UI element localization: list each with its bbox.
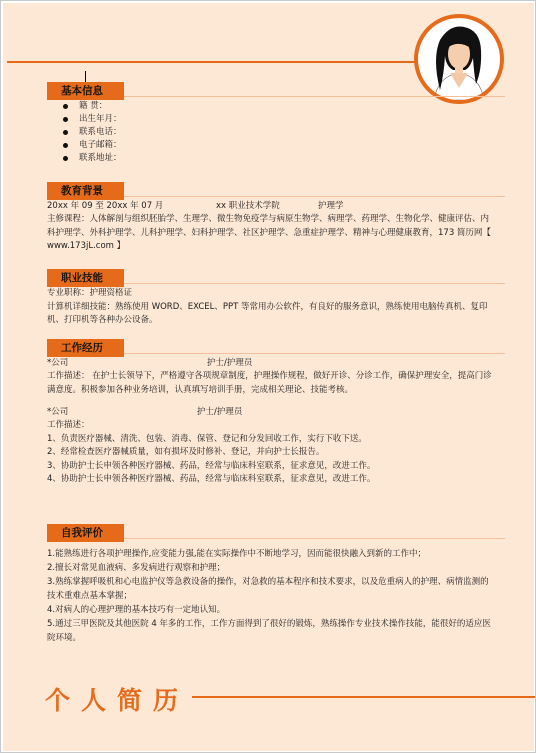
job-description: 工作描述： 在护士长领导下，严格遵守各项规章制度，护理操作规程，做好开诊、分诊工作，确保护理安全，提高门诊满意度。积极参加各种业务培训，认真填写培训手册，完成相关理论、技能考核。 (47, 371, 492, 395)
job-header (47, 357, 497, 370)
job-duty: 3、协助护士长申领各种医疗器械、药品，经常与临床科室联系，征求意见，改进工作。 (47, 460, 376, 471)
education-courses: 主修课程：人体解剖与组织胚胎学、生理学、微生物免疫学与病原生物学、病理学、药理学、生物化学、健康评估、内科护理学、外科护理学、儿科护理学、妇科护理学、社区护理学、急重症护理学、精神与心理健康教育，173 简历网【 www.173jL.com 】 (47, 214, 491, 251)
list-item: 联系地址： (63, 152, 497, 165)
list-item: 出生年月： (63, 113, 497, 126)
education-school: xx 职业技术学院 (216, 201, 280, 211)
section-title: 自我评价 (47, 524, 124, 542)
self-item: 2.擅长对常见血液病、多发病进行观察和护理； (47, 563, 226, 573)
job-header (47, 406, 497, 419)
section-title: 教育背景 (47, 182, 124, 200)
section-header (47, 269, 497, 287)
section-rule (124, 538, 505, 539)
section-header (47, 182, 497, 200)
job-desc-label: 工作描述： (47, 420, 90, 430)
job-duty: 1、负责医疗器械、清洗、包装、消毒、保管、登记和分发回收工作，实行下收下送。 (47, 433, 367, 444)
section-rule (124, 96, 505, 97)
section-self-evaluation (47, 524, 497, 645)
list-item: 籍 贯： (63, 100, 497, 113)
section-education (47, 182, 497, 254)
header-rule (7, 61, 425, 63)
education-row (47, 200, 497, 213)
education-period: 20xx 年 09 至 20xx 年 07 月 (47, 201, 164, 211)
section-header (47, 82, 497, 100)
section-header (47, 524, 497, 542)
job-company: *公司 (47, 407, 69, 417)
job-duty: 4、协助护士长申领各种医疗器械、药品，经常与临床科室联系，征求意见，改进工作。 (47, 474, 376, 484)
list-item: 联系电话： (63, 126, 497, 139)
self-item: 1.能熟练进行各项护理操作,应变能力强,能在实际操作中不断地学习，因而能很快融入到新的工作中； (47, 549, 427, 559)
job-position: 护士/护理员 (197, 407, 243, 417)
section-rule (124, 196, 505, 197)
self-item: 5.通过三甲医院及其他医院 4 年多的工作，工作方面得到了很好的锻炼，熟练操作专业技术操作技能，能很好的适应医院环境。 (47, 619, 491, 643)
section-title: 基本信息 (47, 82, 124, 100)
footer-rule (192, 696, 535, 698)
spacer (47, 397, 497, 406)
section-rule (124, 353, 505, 354)
resume-title: 个人简历 (45, 686, 190, 715)
self-item: 3.熟练掌握呼吸机和心电监护仪等急救设备的操作，对急救的基本程序和技术要求，以及危重病人的护理、病情监测的技术重难点基本掌握； (47, 577, 489, 601)
education-major: 护理学 (318, 201, 344, 211)
job-duty: 2、经常检查医疗器械质量，如有损坏及时修补、登记，并向护士长报告。 (47, 447, 325, 457)
section-basic-info (47, 82, 497, 165)
section-skills (47, 269, 497, 328)
skills-computer: 计算机详细技能：熟练使用 WORD、EXCEL、PPT 等常用办公软件，有良好的服务意识，熟练使用电脑传真机、复印机、打印机等各种办公设备。 (47, 301, 488, 325)
skills-title: 专业职称：护理资格证 (47, 288, 133, 298)
basic-info-list (47, 100, 497, 165)
section-header (47, 339, 497, 357)
job-company: *公司 (47, 358, 69, 368)
section-title: 职业技能 (47, 269, 124, 287)
job-position: 护士/护理员 (207, 358, 253, 368)
section-rule (124, 283, 505, 284)
section-work (47, 339, 497, 487)
list-item: 电子邮箱： (63, 139, 497, 152)
section-title: 工作经历 (47, 339, 124, 357)
self-item: 4.对病人的心理护理的基本技巧有一定地认知。 (47, 605, 226, 615)
